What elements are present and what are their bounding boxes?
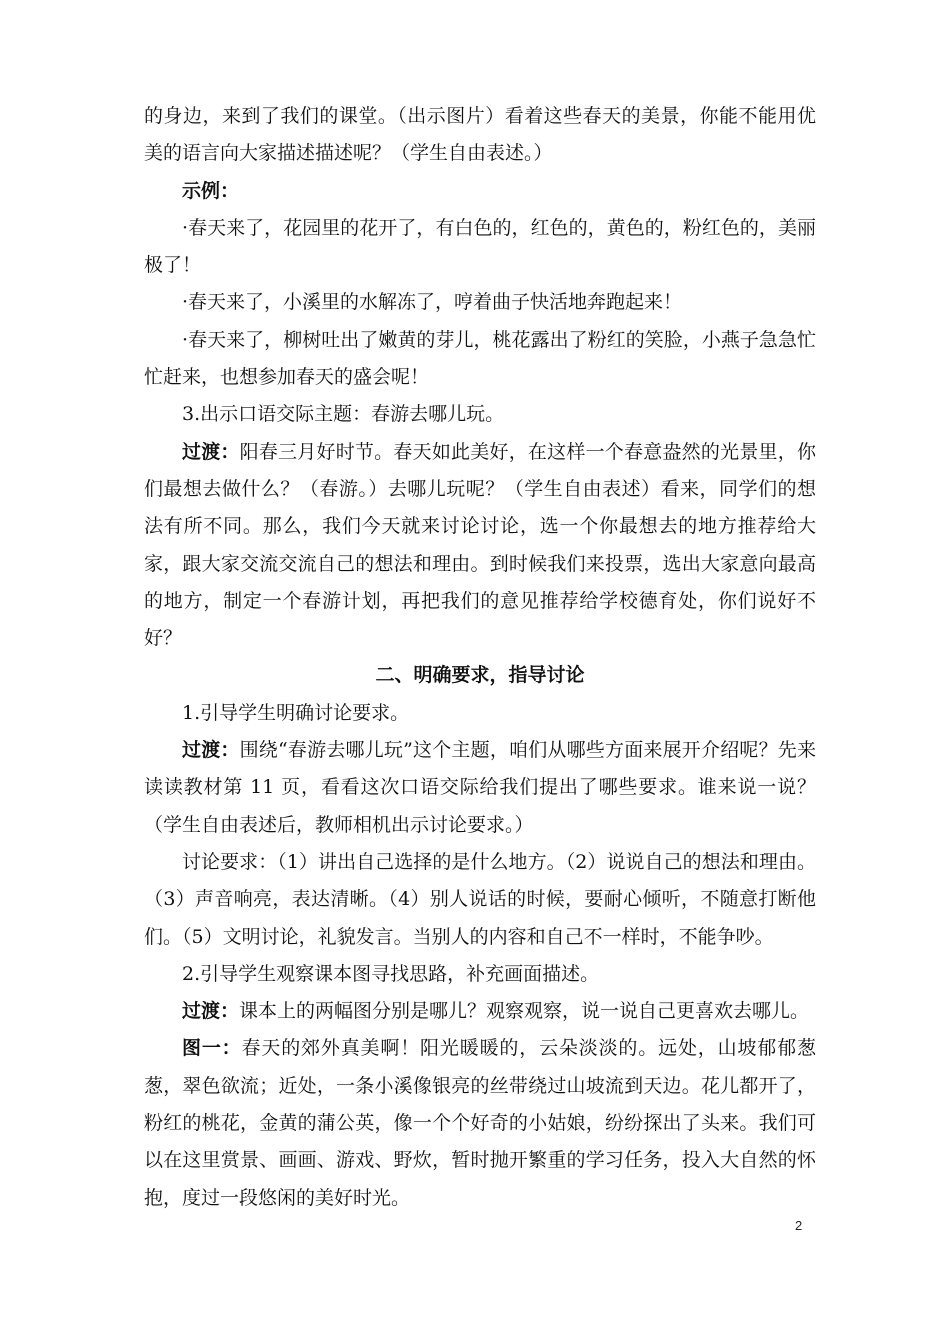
item-3-topic: 3.出示口语交际主题：春游去哪儿玩。 (182, 403, 505, 426)
paragraph-intro: 的身边，来到了我们的课堂。（出示图片）看着这些春天的美景，你能不能用优美的语言向大家描述描述呢？（学生自由表述。） (144, 105, 816, 165)
document-body (144, 98, 816, 1217)
transition-label: 过渡： (182, 739, 240, 762)
transition-text: 阳春三月好时节。春天如此美好，在这样一个春意盎然的光景里，你们最想去做什么？（春游。）去哪儿玩呢？（学生自由表述）看来，同学们的想法有所不同。那么，我们今天就来讨论讨论，选一个你最想去的地方推荐给大家，跟大家交流交流自己的想法和理由。到时候我们来投票，选出大家意向最高的地方，制定一个春游计划，再把我们的意见推荐给学校德育处，你们说好不好？ (144, 440, 816, 650)
transition-paragraph-2 (144, 732, 816, 844)
figure-text: 春天的郊外真美啊！阳光暖暖的，云朵淡淡的。远处，山坡郁郁葱葱，翠色欲流；近处，一条小溪像银亮的丝带绕过山坡流到天边。花儿都开了，粉红的桃花，金黄的蒲公英，像一个个好奇的小姑娘，纷纷探出了头来。我们可以在这里赏景、画画、游戏、野炊，暂时抛开繁重的学习任务，投入大自然的怀抱，度过一段悠闲的美好时光。 (144, 1037, 816, 1209)
example-item-3: ·春天来了，柳树吐出了嫩黄的芽儿，桃花露出了粉红的笑脸，小燕子急急忙忙赶来，也想参加春天的盛会呢！ (144, 328, 816, 389)
example-item-2: ·春天来了，小溪里的水解冻了，哼着曲子快活地奔跑起来！ (182, 291, 683, 314)
step-2: 2.引导学生观察课本图寻找思路，补充画面描述。 (182, 962, 600, 985)
discussion-requirements: 讨论要求：（1）讲出自己选择的是什么地方。（2）说说自己的想法和理由。（3）声音响亮，表达清晰。（4）别人说话的时候，要耐心倾听，不随意打断他们。（5）文明讨论，礼貌发言。当别人的内容和自己不一样时，不能争吵。 (144, 850, 816, 948)
example-item-1: ·春天来了，花园里的花开了，有白色的，红色的，黄色的，粉红色的，美丽极了！ (144, 216, 816, 277)
page-number: 2 (795, 1218, 803, 1233)
step-1: 1.引导学生明确讨论要求。 (182, 701, 410, 724)
example-label: 示例： (182, 179, 240, 202)
transition-paragraph-1 (144, 434, 816, 658)
transition-label: 过渡： (182, 440, 240, 463)
transition-text: 围绕“春游去哪儿玩”这个主题，咱们从哪些方面来展开介绍呢？先来读读教材第 11 页，看看这次口语交际给我们提出了哪些要求。谁来说一说？（学生自由表述后，教师相机出示讨论要求。） (144, 739, 816, 836)
transition-label: 过渡： (182, 1000, 240, 1023)
transition-text: 课本上的两幅图分别是哪儿？观察观察，说一说自己更喜欢去哪儿。 (239, 1000, 810, 1023)
figure-1-description (144, 1030, 816, 1216)
figure-label: 图一： (182, 1037, 242, 1060)
transition-paragraph-3 (144, 993, 816, 1030)
section-heading: 二、明确要求，指导讨论 (375, 664, 585, 687)
